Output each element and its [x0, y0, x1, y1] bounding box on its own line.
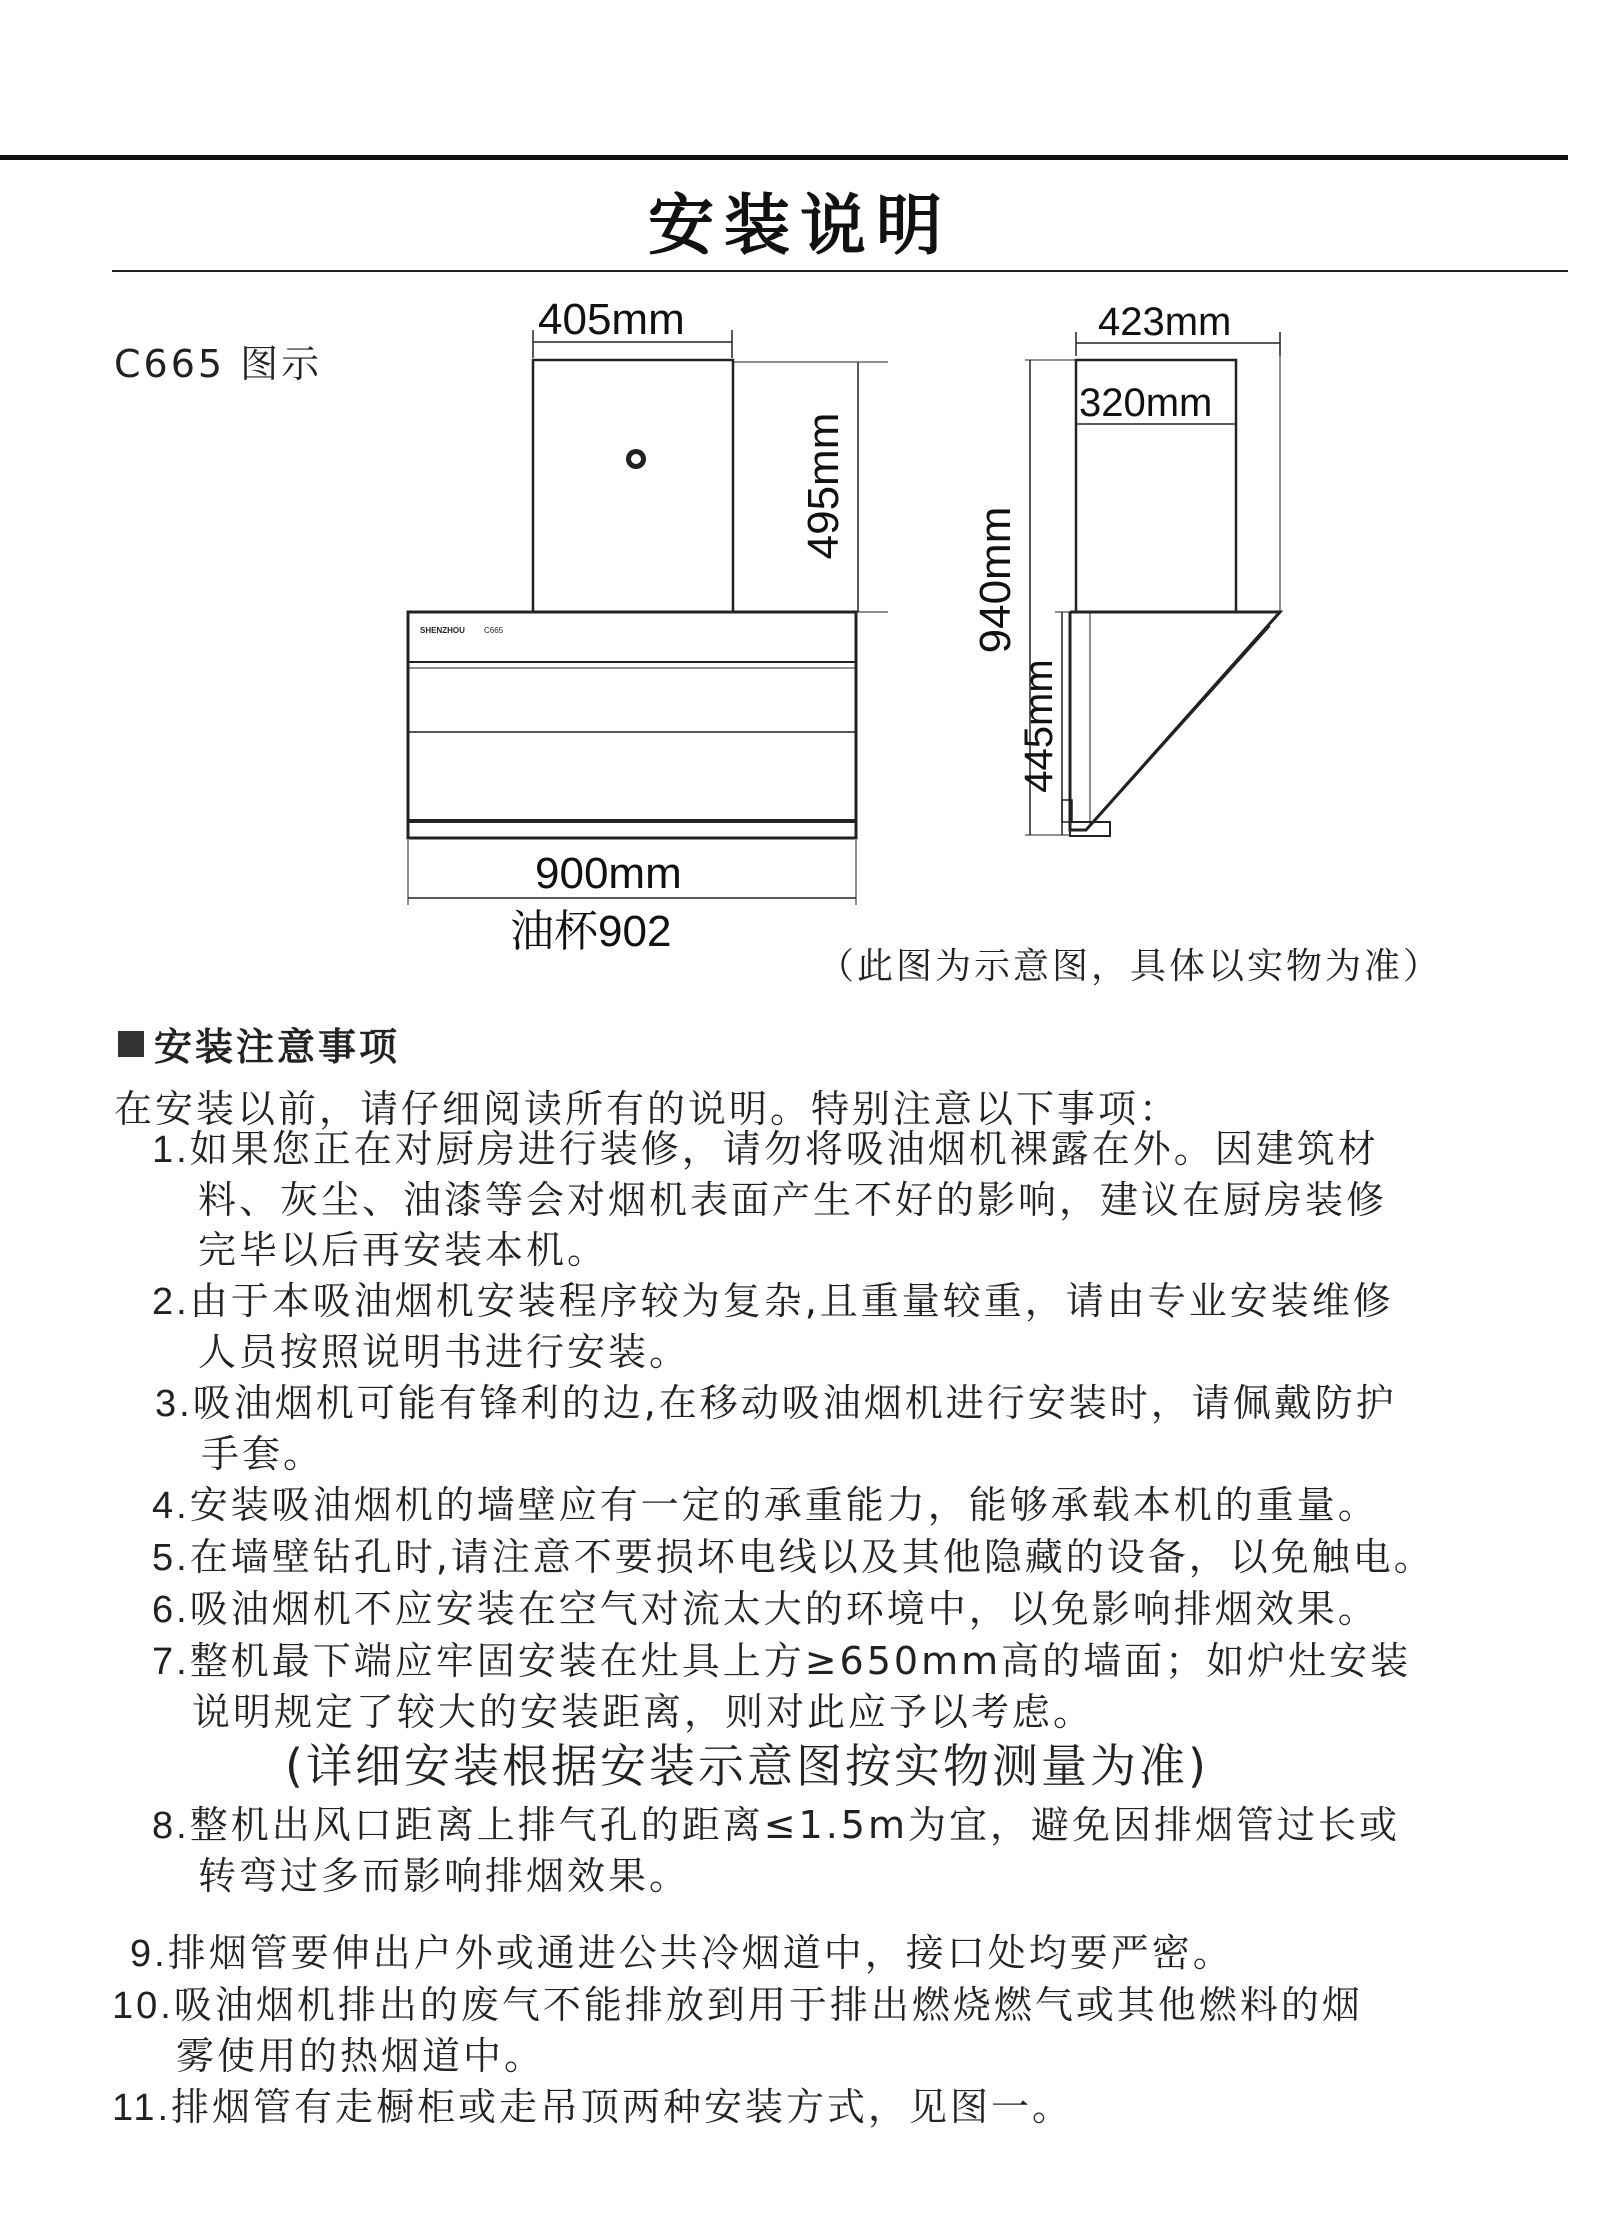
front-height-top-label: 495mm [799, 412, 848, 560]
list-item: 11.排烟管有走橱柜或走吊顶两种安装方式，见图一。 [112, 2085, 1074, 2129]
section-heading [118, 1016, 400, 1071]
intro-text: 在安装以前，请仔细阅读所有的说明。特别注意以下事项： [114, 1087, 1181, 1131]
list-item: 9.排烟管要伸出户外或通进公共冷烟道中，接口处均要严密。 [130, 1931, 1234, 1975]
list-item: 7.整机最下端应牢固安装在灶具上方≥650mm高的墙面；如炉灶安装 说明规定了较大的安装距离，则对此应予以考虑。 [152, 1639, 1412, 1734]
page-title: 安装说明 [648, 187, 952, 264]
side-width-inner-label: 320mm [1079, 381, 1213, 425]
model-mark: C665 [484, 626, 504, 635]
side-height-total-label: 940mm [971, 506, 1020, 654]
model-label: C665 图示 [114, 342, 323, 386]
list-item: 3.吸油烟机可能有锋利的边,在移动吸油烟机进行安装时，请佩戴防护 手套。 [155, 1381, 1397, 1476]
brand-mark: SHENZHOU [420, 626, 465, 635]
list-item: 10.吸油烟机排出的废气不能排放到用于排出燃烧燃气或其他燃料的烟 雾使用的热烟道中。 [112, 1983, 1363, 2078]
list-item: 1.如果您正在对厨房进行装修，请勿将吸油烟机裸露在外。因建筑材 料、灰尘、油漆等会对烟机表面产生不好的影响，建议在厨房装修 完毕以后再安装本机。 [152, 1127, 1388, 1272]
top-rule [0, 155, 1568, 160]
oil-cup-label: 油杯902 [510, 907, 672, 956]
installation-diagram [0, 290, 1600, 990]
title-underline [112, 270, 1568, 272]
list-item: 6.吸油烟机不应安装在空气对流太大的环境中，以免影响排烟效果。 [152, 1587, 1379, 1631]
square-bullet-icon [118, 1031, 144, 1057]
side-height-lower-label: 445mm [1017, 659, 1061, 793]
list-item: 8.整机出风口距离上排气孔的距离≤1.5m为宜，避免因排烟管过长或 转弯过多而影响排烟效果。 [152, 1803, 1400, 1898]
item-7-note: (详细安装根据安装示意图按实物测量为准) [285, 1739, 1209, 1793]
list-item: 2.由于本吸油烟机安装程序较为复杂,且重量较重，请由专业安装维修 人员按照说明书进行安装。 [152, 1279, 1394, 1374]
list-item: 4.安装吸油烟机的墙壁应有一定的承重能力，能够承载本机的重量。 [152, 1483, 1379, 1527]
section-heading-text: 安装注意事项 [154, 1025, 401, 1069]
diagram-disclaimer: （此图为示意图，具体以实物为准） [818, 946, 1443, 987]
front-width-top-label: 405mm [538, 295, 685, 344]
list-item: 5.在墙壁钻孔时,请注意不要损坏电线以及其他隐藏的设备，以免触电。 [152, 1535, 1435, 1579]
side-width-outer-label: 423mm [1098, 300, 1232, 344]
front-width-bottom-label: 900mm [535, 849, 682, 898]
